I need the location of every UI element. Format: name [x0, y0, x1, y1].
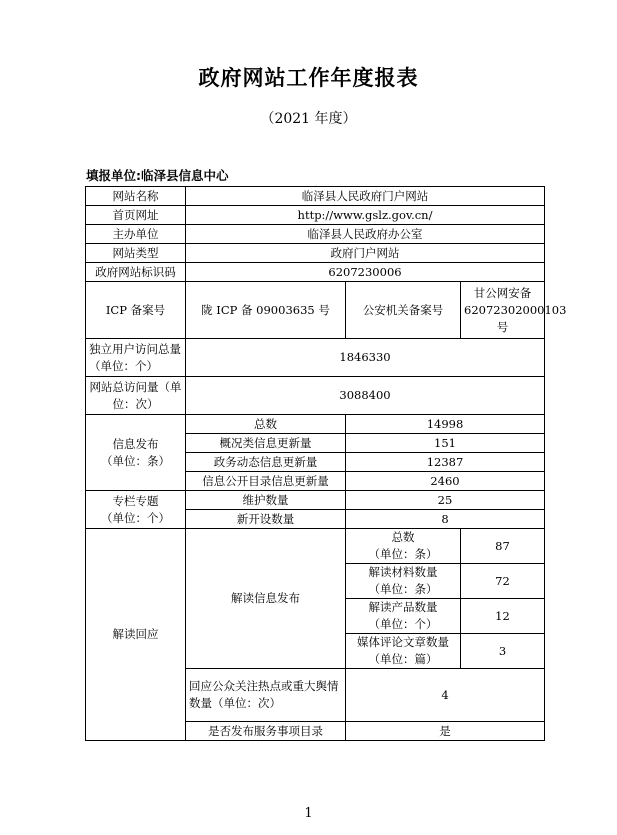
site-type-value: 政府门户网站	[186, 244, 545, 263]
table-row	[86, 282, 545, 339]
hotspot-value: 4	[346, 669, 545, 722]
info-release-item-label: 信息公开目录信息更新量	[186, 472, 346, 491]
interpretation-item-value: 87	[461, 529, 545, 564]
table-row	[86, 491, 545, 510]
interpretation-item-name: 媒体评论文章数量	[357, 635, 449, 649]
info-release-item-value: 14998	[346, 415, 545, 434]
info-release-item-label: 总数	[186, 415, 346, 434]
interpretation-item-label	[346, 599, 461, 634]
unique-visitors-label: 独立用户访问总量（单位：个）	[86, 339, 186, 377]
interpretation-item-name: 解读产品数量	[368, 600, 438, 614]
total-visits-label: 网站总访问量（单位：次）	[86, 377, 186, 415]
interpretation-item-name: 总数	[391, 530, 415, 544]
hotspot-label: 回应公众关注热点或重大舆情数量（单位：次）	[186, 669, 346, 722]
service-catalog-label: 是否发布服务事项目录	[186, 722, 346, 741]
info-release-item-value: 151	[346, 434, 545, 453]
site-name-value: 临泽县人民政府门户网站	[186, 187, 545, 206]
info-release-label	[86, 415, 186, 491]
interpretation-item-label	[346, 564, 461, 599]
columns-label	[86, 491, 186, 529]
reporting-unit: 填报单位:临泽县信息中心	[86, 168, 229, 183]
interpretation-item-value: 3	[461, 634, 545, 669]
table-row	[86, 187, 545, 206]
unique-visitors-value: 1846330	[186, 339, 545, 377]
icp-value: 陇 ICP 备 09003635 号	[186, 282, 346, 339]
interpretation-item-unit: （单位：条）	[368, 582, 438, 596]
interpretation-label: 解读回应	[86, 529, 186, 741]
psb-value: 甘公网安备 62072302000103 号	[461, 282, 545, 339]
interpretation-item-value: 12	[461, 599, 545, 634]
columns-item-label: 新开设数量	[186, 510, 346, 529]
site-name-label: 网站名称	[86, 187, 186, 206]
site-id-label: 政府网站标识码	[86, 263, 186, 282]
columns-title: 专栏专题	[112, 493, 159, 508]
page-number: 1	[304, 806, 313, 821]
interpretation-item-unit: （单位：条）	[368, 547, 438, 561]
table-row	[86, 377, 545, 415]
site-id-value: 6207230006	[186, 263, 545, 282]
table-row	[86, 415, 545, 434]
table-row	[86, 263, 545, 282]
table-row	[86, 225, 545, 244]
total-visits-value: 3088400	[186, 377, 545, 415]
columns-item-value: 8	[346, 510, 545, 529]
report-table	[85, 186, 567, 741]
interpretation-item-value: 72	[461, 564, 545, 599]
info-release-item-value: 12387	[346, 453, 545, 472]
interpretation-item-label	[346, 634, 461, 669]
table-row	[86, 339, 545, 377]
table-row	[86, 529, 545, 564]
table-row	[86, 244, 545, 263]
interpretation-item-label	[346, 529, 461, 564]
homepage-value: http://www.gslz.gov.cn/	[186, 206, 545, 225]
columns-item-value: 25	[346, 491, 545, 510]
homepage-label: 首页网址	[86, 206, 186, 225]
info-release-unit: （单位：条）	[101, 453, 170, 468]
sponsor-label: 主办单位	[86, 225, 186, 244]
columns-unit: （单位：个）	[101, 510, 170, 525]
interpretation-item-unit: （单位：篇）	[368, 652, 438, 666]
info-release-item-label: 概况类信息更新量	[186, 434, 346, 453]
icp-label: ICP 备案号	[86, 282, 186, 339]
sponsor-value: 临泽县人民政府办公室	[186, 225, 545, 244]
psb-label: 公安机关备案号	[346, 282, 461, 339]
service-catalog-value: 是	[346, 722, 545, 741]
report-year: （2021 年度）	[260, 111, 357, 127]
site-type-label: 网站类型	[86, 244, 186, 263]
report-title: 政府网站工作年度报表	[198, 66, 419, 90]
info-release-item-label: 政务动态信息更新量	[186, 453, 346, 472]
interpretation-item-name: 解读材料数量	[368, 565, 438, 579]
interpretation-sub-label: 解读信息发布	[186, 529, 346, 669]
info-release-item-value: 2460	[346, 472, 545, 491]
table-row	[86, 206, 545, 225]
interpretation-item-unit: （单位：个）	[368, 617, 438, 631]
columns-item-label: 维护数量	[186, 491, 346, 510]
info-release-title: 信息发布	[112, 436, 159, 451]
